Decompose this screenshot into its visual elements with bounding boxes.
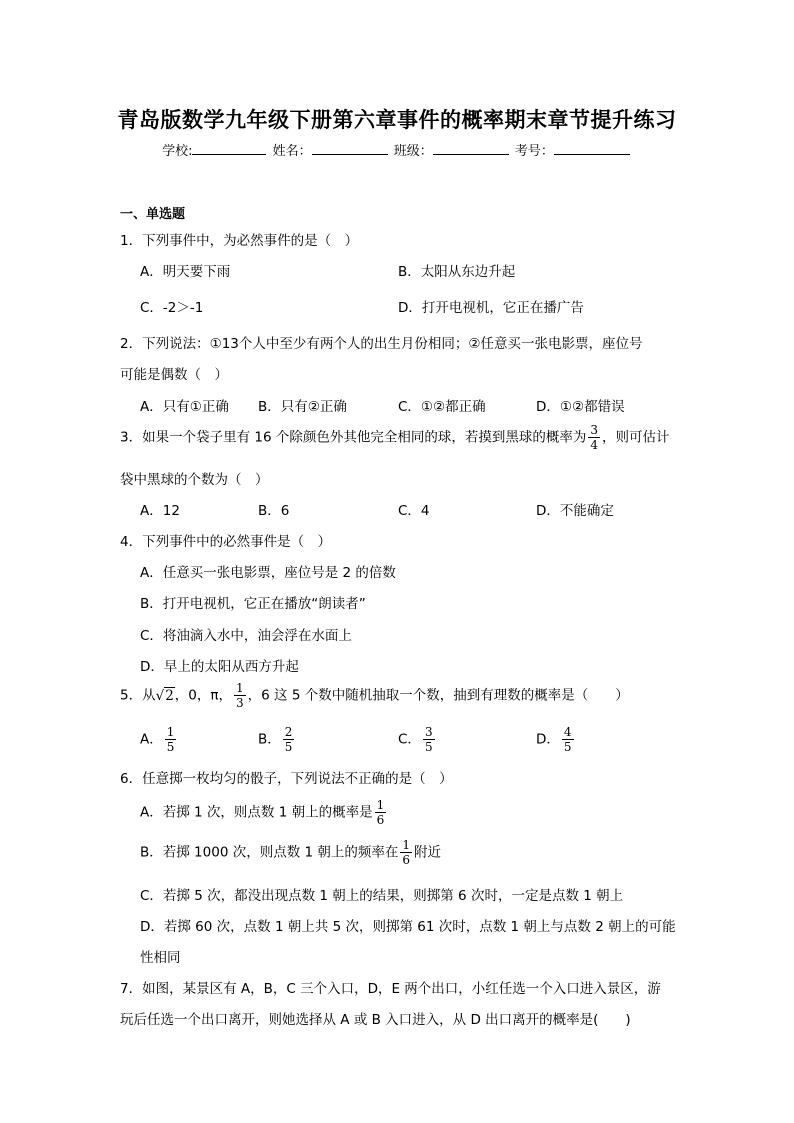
q5-stem <box>120 682 629 709</box>
q7-stem-line2: 玩后任选一个出口离开，则她选择从 A 或 B 入口进入，从 D 出口离开的概率是( ) <box>120 1012 631 1028</box>
q4-option-d[interactable]: D．早上的太阳从西方升起 <box>140 659 299 675</box>
q5-b-den: 5 <box>284 740 293 754</box>
q5-stem-part3: ，6 这 5 个数中随机抽取一个数，抽到有理数的概率是（ ） <box>247 687 629 704</box>
q6-b-text2: 附近 <box>414 844 442 861</box>
q7-stem-line1: 7．如图，某景区有 A，B，C 三个入口，D，E 两个出口，小红任选一个入口进入景区，游 <box>120 981 661 997</box>
q2-option-d[interactable]: D．①②都错误 <box>536 399 625 415</box>
q3-stem-part1: 3．如果一个袋子里有 16 个除颜色外其他完全相同的球，若摸到黑球的概率为 <box>120 429 587 446</box>
q6-option-a[interactable] <box>140 799 388 826</box>
q2-stem-line2: 可能是偶数（ ） <box>120 367 228 383</box>
q5-c-fraction <box>423 726 435 753</box>
q5-sqrt-value: 2 <box>165 687 174 704</box>
q5-stem-part1: 5．从 <box>120 687 156 704</box>
q5-fraction <box>234 682 246 709</box>
q5-c-num: 3 <box>424 725 433 739</box>
class-label: 班级： <box>393 144 433 159</box>
q6-a-den: 6 <box>376 813 385 827</box>
q5-b-label: B． <box>258 731 281 748</box>
q2-stem-line1: 2．下列说法：①13个人中至少有两个人的出生月份相同；②任意买一张电影票，座位号 <box>120 336 643 352</box>
school-blank[interactable] <box>192 142 266 155</box>
q5-option-a[interactable] <box>140 726 178 753</box>
q5-a-den: 5 <box>166 740 175 754</box>
q3-stem-line2: 袋中黑球的个数为（ ） <box>120 472 269 488</box>
q6-option-d-line1[interactable]: D．若掷 60 次，点数 1 朝上共 5 次，则掷第 61 次时，点数 1 朝上与点数 2 朝上的可能 <box>140 919 676 935</box>
q5-b-fraction <box>283 726 295 753</box>
q3-option-b[interactable]: B．6 <box>258 503 290 519</box>
student-info-row <box>0 140 794 159</box>
q6-a-fraction <box>375 799 387 826</box>
q2-option-a[interactable]: A．只有①正确 <box>140 399 229 415</box>
q4-option-c[interactable]: C．将油滴入水中，油会浮在水面上 <box>140 628 352 644</box>
q3-frac-den: 4 <box>590 438 598 452</box>
q5-c-den: 5 <box>424 740 433 754</box>
class-blank[interactable] <box>433 142 509 155</box>
q1-stem: 1．下列事件中，为必然事件的是（ ） <box>120 233 359 249</box>
q5-d-fraction <box>562 726 574 753</box>
q6-b-num: 1 <box>402 838 411 852</box>
page-title: 青岛版数学九年级下册第六章事件的概率期末章节提升练习 <box>117 108 677 132</box>
q6-option-b[interactable] <box>140 839 441 866</box>
q5-b-num: 2 <box>284 725 293 739</box>
q5-option-c[interactable] <box>398 726 437 753</box>
q6-option-d-line2: 性相同 <box>140 950 181 966</box>
school-label: 学校: <box>162 144 193 159</box>
q5-frac-num: 1 <box>236 681 244 695</box>
q6-b-den: 6 <box>402 853 411 867</box>
q4-stem: 4．下列事件中的必然事件是（ ） <box>120 534 332 550</box>
q5-d-den: 5 <box>563 740 572 754</box>
section-heading: 一、单选题 <box>120 207 186 222</box>
q6-a-num: 1 <box>376 798 385 812</box>
name-blank[interactable] <box>312 142 388 155</box>
q1-option-a[interactable]: A．明天要下雨 <box>140 264 231 280</box>
q6-b-text1: B．若掷 1000 次，则点数 1 朝上的频率在 <box>140 844 399 861</box>
q1-option-c[interactable]: C．-2＞-1 <box>140 300 204 316</box>
q3-option-c[interactable]: C．4 <box>398 503 430 519</box>
number-label: 考号： <box>514 144 554 159</box>
q5-d-num: 4 <box>563 725 572 739</box>
q5-stem-part2: ，0，π， <box>174 687 233 704</box>
q3-stem-part2: ，则可估计 <box>602 429 670 446</box>
name-label: 姓名： <box>272 144 312 159</box>
q6-stem: 6．任意掷一枚均匀的骰子，下列说法不正确的是（ ） <box>120 771 453 787</box>
q6-option-c[interactable]: C．若掷 5 次，都没出现点数 1 朝上的结果，则掷第 6 次时，一定是点数 1 朝上 <box>140 888 624 904</box>
q1-option-d[interactable]: D．打开电视机，它正在播广告 <box>398 300 584 316</box>
q5-a-num: 1 <box>166 725 175 739</box>
q5-option-d[interactable] <box>536 726 576 753</box>
q2-option-b[interactable]: B．只有②正确 <box>258 399 347 415</box>
q3-fraction <box>588 424 600 451</box>
q2-option-c[interactable]: C．①②都正确 <box>398 399 486 415</box>
q3-option-d[interactable]: D．不能确定 <box>536 503 614 519</box>
q5-d-label: D． <box>536 731 560 748</box>
q3-stem-line1 <box>120 424 670 451</box>
q4-option-a[interactable]: A．任意买一张电影票，座位号是 2 的倍数 <box>140 565 396 581</box>
q4-option-b[interactable]: B．打开电视机，它正在播放“朗读者” <box>140 596 366 612</box>
q3-option-a[interactable]: A．12 <box>140 503 180 519</box>
q1-option-b[interactable]: B．太阳从东边升起 <box>398 264 516 280</box>
q5-a-label: A． <box>140 731 163 748</box>
number-blank[interactable] <box>554 142 630 155</box>
q6-a-text: A．若掷 1 次，则点数 1 朝上的概率是 <box>140 804 373 821</box>
q5-c-label: C． <box>398 731 421 748</box>
sqrt-icon: √2 <box>155 687 174 704</box>
q3-frac-num: 3 <box>590 423 598 437</box>
q5-frac-den: 3 <box>236 696 244 710</box>
q5-a-fraction <box>165 726 177 753</box>
q6-b-fraction <box>400 839 412 866</box>
q5-option-b[interactable] <box>258 726 296 753</box>
